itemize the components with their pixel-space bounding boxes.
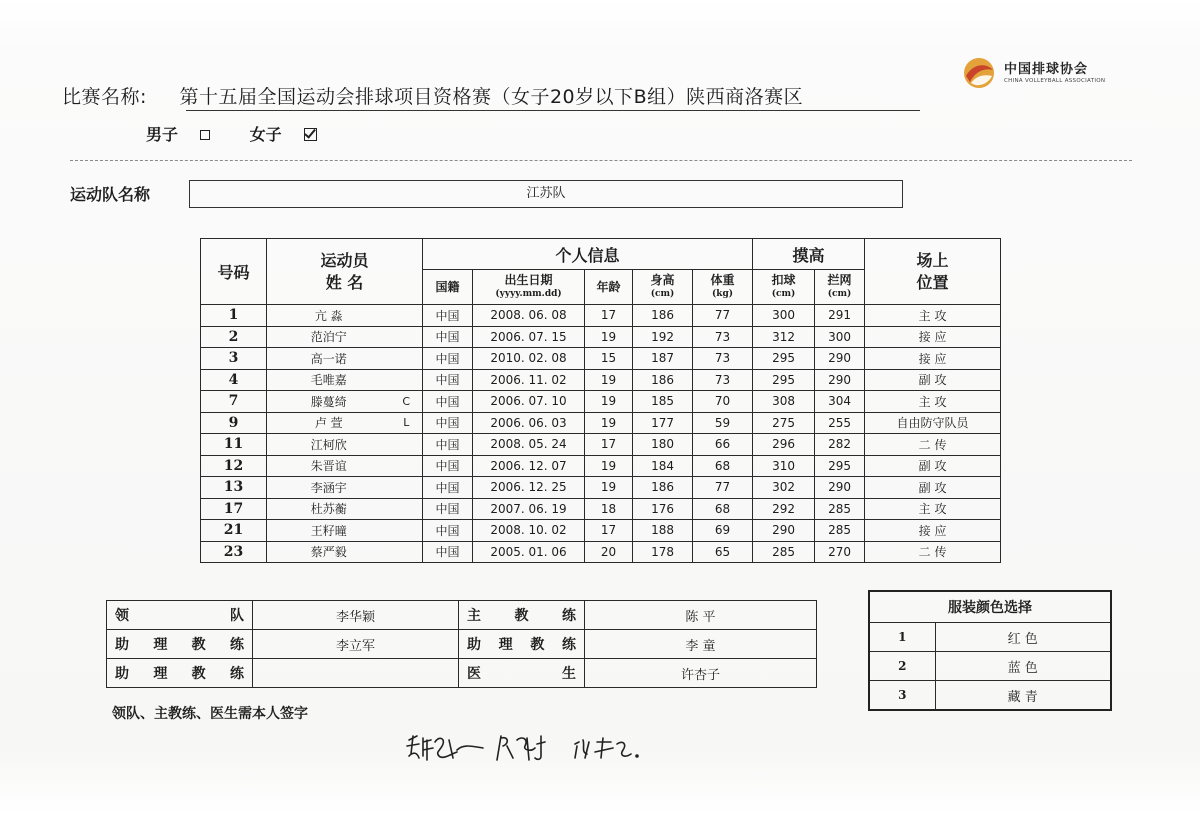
jersey-color-option[interactable] [869, 652, 1111, 681]
roster-row [201, 455, 1001, 477]
staff-row [107, 601, 817, 630]
cell-height: 176 [633, 498, 693, 520]
jersey-option-color: 蓝 色 [935, 652, 1111, 681]
label-char: 医 [467, 666, 481, 682]
position-header-line1: 场上 [916, 250, 949, 270]
block-unit-text: (cm) [827, 289, 852, 299]
cell-height: 188 [633, 520, 693, 542]
jersey-color-title: 服装颜色选择 [869, 591, 1111, 623]
cell-birth: 2006. 12. 07 [473, 455, 585, 477]
handwritten-signatures [405, 730, 705, 770]
staff-label-assistant-coach [107, 630, 253, 659]
cell-block: 300 [815, 326, 865, 348]
cell-spike: 295 [753, 369, 815, 391]
gender-female-label: 女子 [249, 125, 282, 144]
signature-head-coach [497, 736, 545, 760]
gender-male-label: 男子 [146, 125, 179, 144]
cell-spike: 292 [753, 498, 815, 520]
cell-weight: 70 [693, 391, 753, 413]
cell-role [391, 477, 423, 499]
cell-nationality: 中国 [423, 348, 473, 370]
cell-nationality: 中国 [423, 520, 473, 542]
athlete-header-line2: 姓 名 [325, 272, 364, 292]
cell-block: 290 [815, 369, 865, 391]
label-char: 理 [498, 637, 513, 653]
cell-spike: 295 [753, 348, 815, 370]
cell-weight: 73 [693, 348, 753, 370]
jersey-option-color: 红 色 [935, 623, 1111, 652]
match-title-line [62, 82, 803, 109]
cell-birth: 2010. 02. 08 [473, 348, 585, 370]
staff-label-assistant-coach-2 [459, 630, 585, 659]
cell-height: 180 [633, 434, 693, 456]
cell-name: 朱晋谊 [267, 455, 391, 477]
cell-birth: 2006. 07. 10 [473, 391, 585, 413]
roster-row [201, 326, 1001, 348]
cell-name: 滕蔓绮 [267, 391, 391, 413]
cell-nationality: 中国 [423, 305, 473, 327]
cell-name: 高一诺 [267, 348, 391, 370]
match-name-label: 比赛名称: [62, 86, 147, 108]
cell-position: 主 攻 [865, 498, 1001, 520]
cell-block: 285 [815, 520, 865, 542]
cell-nationality: 中国 [423, 498, 473, 520]
cell-weight: 77 [693, 305, 753, 327]
cell-nationality: 中国 [423, 326, 473, 348]
staff-value-assistant-coach-3[interactable] [253, 659, 459, 688]
cell-name: 江柯欣 [267, 434, 391, 456]
cell-weight: 69 [693, 520, 753, 542]
col-birth-header [473, 270, 585, 305]
cell-name: 毛唯嘉 [267, 369, 391, 391]
cell-block: 290 [815, 348, 865, 370]
cell-name: 亢 淼 [267, 305, 391, 327]
birth-format-text: (yyyy.mm.dd) [495, 289, 562, 299]
cell-position: 接 应 [865, 520, 1001, 542]
cell-block: 290 [815, 477, 865, 499]
match-name-value: 第十五届全国运动会排球项目资格赛（女子20岁以下B组）陕西商洛赛区 [179, 86, 804, 108]
staff-value-head-coach[interactable]: 陈 平 [585, 601, 817, 630]
col-height-header [633, 270, 693, 305]
cell-number: 3 [201, 348, 267, 370]
cell-spike: 302 [753, 477, 815, 499]
roster-row [201, 520, 1001, 542]
cell-age: 17 [585, 434, 633, 456]
logo-english-text: CHINA VOLLEYBALL ASSOCIATION [1004, 78, 1106, 84]
jersey-option-color: 藏 青 [935, 681, 1111, 711]
jersey-option-index: 1 [869, 623, 935, 652]
cell-role [391, 369, 423, 391]
cell-height: 187 [633, 348, 693, 370]
cell-birth: 2008. 10. 02 [473, 520, 585, 542]
roster-row [201, 391, 1001, 413]
staff-value-doctor[interactable]: 许杏子 [585, 659, 817, 688]
label-char: 练 [562, 608, 576, 624]
roster-row [201, 369, 1001, 391]
cell-nationality: 中国 [423, 477, 473, 499]
label-char: 理 [153, 637, 168, 653]
cell-birth: 2008. 05. 24 [473, 434, 585, 456]
roster-body [201, 305, 1001, 563]
height-unit-text: (cm) [650, 289, 675, 299]
cell-weight: 73 [693, 326, 753, 348]
cell-position: 主 攻 [865, 305, 1001, 327]
block-header-text: 拦网 [827, 273, 852, 287]
cva-logo [962, 56, 1122, 92]
staff-row [107, 630, 817, 659]
cell-age: 19 [585, 391, 633, 413]
cell-weight: 66 [693, 434, 753, 456]
section-divider [70, 160, 1132, 161]
roster-row [201, 477, 1001, 499]
cell-position: 接 应 [865, 348, 1001, 370]
cell-nationality: 中国 [423, 541, 473, 563]
cell-spike: 312 [753, 326, 815, 348]
cell-position: 自由防守队员 [865, 412, 1001, 434]
label-char: 领 [115, 608, 129, 624]
cell-spike: 296 [753, 434, 815, 456]
col-nationality-header: 国籍 [423, 270, 473, 305]
cell-role [391, 434, 423, 456]
label-char: 主 [467, 608, 481, 624]
cell-weight: 68 [693, 455, 753, 477]
roster-row [201, 305, 1001, 327]
cell-height: 177 [633, 412, 693, 434]
reach-header: 摸高 [753, 239, 865, 270]
cell-position: 接 应 [865, 326, 1001, 348]
gender-selection [146, 122, 351, 145]
staff-label-doctor [459, 659, 585, 688]
cell-age: 17 [585, 520, 633, 542]
cell-name: 杜苏蘅 [267, 498, 391, 520]
birth-header-text: 出生日期 [504, 273, 553, 287]
staff-label-team-leader [107, 601, 253, 630]
team-name-field[interactable]: 江苏队 [189, 180, 903, 208]
cell-height: 186 [633, 369, 693, 391]
label-char: 教 [191, 637, 206, 653]
cell-block: 270 [815, 541, 865, 563]
cell-number: 17 [201, 498, 267, 520]
volleyball-emblem-icon [962, 56, 996, 90]
cell-position: 主 攻 [865, 391, 1001, 413]
cell-age: 15 [585, 348, 633, 370]
cell-weight: 65 [693, 541, 753, 563]
cell-number: 4 [201, 369, 267, 391]
signature-doctor [575, 738, 638, 758]
cell-role [391, 326, 423, 348]
staff-value-assistant-coach-2[interactable]: 李 童 [585, 630, 817, 659]
staff-value-assistant-coach[interactable]: 李立军 [253, 630, 459, 659]
cell-role [391, 348, 423, 370]
roster-row [201, 348, 1001, 370]
cell-block: 291 [815, 305, 865, 327]
cell-age: 19 [585, 455, 633, 477]
cell-spike: 300 [753, 305, 815, 327]
label-char: 练 [229, 666, 244, 682]
cell-position: 二 传 [865, 541, 1001, 563]
cell-name: 蔡严毅 [267, 541, 391, 563]
cell-weight: 77 [693, 477, 753, 499]
height-header-text: 身高 [650, 273, 675, 287]
cell-nationality: 中国 [423, 391, 473, 413]
cell-number: 9 [201, 412, 267, 434]
jersey-color-option[interactable] [869, 623, 1111, 652]
label-char: 生 [562, 666, 576, 682]
label-char: 练 [561, 637, 576, 653]
jersey-option-index: 2 [869, 652, 935, 681]
cell-block: 295 [815, 455, 865, 477]
cell-height: 185 [633, 391, 693, 413]
personal-info-header: 个人信息 [423, 239, 753, 270]
cell-birth: 2007. 06. 19 [473, 498, 585, 520]
cell-nationality: 中国 [423, 455, 473, 477]
roster-header-row-1 [201, 239, 1001, 270]
col-block-header [815, 270, 865, 305]
label-char: 教 [514, 608, 529, 624]
team-name-label: 运动队名称 [70, 185, 151, 204]
cell-birth: 2006. 11. 02 [473, 369, 585, 391]
roster-row [201, 541, 1001, 563]
cell-height: 184 [633, 455, 693, 477]
cell-number: 13 [201, 477, 267, 499]
cell-nationality: 中国 [423, 369, 473, 391]
cell-nationality: 中国 [423, 412, 473, 434]
cell-position: 副 攻 [865, 455, 1001, 477]
female-checkbox-checked[interactable] [304, 128, 317, 141]
male-checkbox[interactable] [200, 130, 210, 140]
cell-height: 178 [633, 541, 693, 563]
cell-birth: 2006. 06. 03 [473, 412, 585, 434]
cell-position: 副 攻 [865, 369, 1001, 391]
weight-unit-text: (kg) [712, 289, 734, 299]
logo-chinese-text: 中国排球协会 [1004, 62, 1089, 77]
col-position-header [865, 239, 1001, 305]
cell-role: C [391, 391, 423, 413]
label-char: 助 [467, 637, 481, 653]
cell-role [391, 455, 423, 477]
cell-spike: 285 [753, 541, 815, 563]
staff-row [107, 659, 817, 688]
cell-age: 20 [585, 541, 633, 563]
cell-role [391, 498, 423, 520]
col-number-header: 号码 [201, 239, 267, 305]
col-athlete-header [267, 239, 423, 305]
cell-birth: 2008. 06. 08 [473, 305, 585, 327]
cell-position: 二 传 [865, 434, 1001, 456]
cell-weight: 73 [693, 369, 753, 391]
roster-row [201, 498, 1001, 520]
cell-spike: 290 [753, 520, 815, 542]
jersey-color-option[interactable] [869, 681, 1111, 711]
gender-male-option[interactable] [146, 122, 210, 145]
cell-age: 17 [585, 305, 633, 327]
cell-spike: 310 [753, 455, 815, 477]
cell-role [391, 520, 423, 542]
cell-birth: 2006. 12. 25 [473, 477, 585, 499]
roster-row [201, 412, 1001, 434]
cell-number: 12 [201, 455, 267, 477]
cell-spike: 308 [753, 391, 815, 413]
cell-height: 186 [633, 305, 693, 327]
athlete-header-line1: 运动员 [320, 250, 369, 270]
label-char: 助 [115, 637, 129, 653]
label-char: 队 [230, 608, 244, 624]
staff-value-team-leader[interactable]: 李华颖 [253, 601, 459, 630]
cell-weight: 68 [693, 498, 753, 520]
label-char: 练 [229, 637, 244, 653]
cell-number: 2 [201, 326, 267, 348]
cell-name: 卢 萱 [267, 412, 391, 434]
cell-weight: 59 [693, 412, 753, 434]
jersey-color-table [868, 590, 1112, 711]
weight-header-text: 体重 [710, 273, 735, 287]
cell-number: 1 [201, 305, 267, 327]
signature-note: 领队、主教练、医生需本人签字 [112, 706, 308, 722]
staff-label-head-coach [459, 601, 585, 630]
cell-birth: 2006. 07. 15 [473, 326, 585, 348]
cell-position: 副 攻 [865, 477, 1001, 499]
col-age-header: 年龄 [585, 270, 633, 305]
cell-number: 7 [201, 391, 267, 413]
cell-name: 范泊宁 [267, 326, 391, 348]
position-header-line2: 位置 [916, 272, 949, 292]
staff-label-assistant-coach-3 [107, 659, 253, 688]
match-name-underline [186, 110, 920, 111]
spike-header-text: 扣球 [771, 273, 796, 287]
cell-block: 304 [815, 391, 865, 413]
staff-table [106, 600, 817, 688]
cell-number: 21 [201, 520, 267, 542]
label-char: 教 [191, 666, 206, 682]
cell-role: L [391, 412, 423, 434]
cell-height: 192 [633, 326, 693, 348]
cell-block: 282 [815, 434, 865, 456]
gender-female-option[interactable] [250, 122, 317, 145]
cell-age: 19 [585, 412, 633, 434]
cell-number: 11 [201, 434, 267, 456]
label-char: 理 [153, 666, 168, 682]
cell-number: 23 [201, 541, 267, 563]
cell-spike: 275 [753, 412, 815, 434]
cell-height: 186 [633, 477, 693, 499]
col-weight-header [693, 270, 753, 305]
cell-nationality: 中国 [423, 434, 473, 456]
cell-role [391, 305, 423, 327]
cell-age: 19 [585, 369, 633, 391]
label-char: 助 [115, 666, 129, 682]
jersey-option-index: 3 [869, 681, 935, 711]
cell-name: 李涵宇 [267, 477, 391, 499]
cell-block: 255 [815, 412, 865, 434]
cell-birth: 2005. 01. 06 [473, 541, 585, 563]
cell-age: 19 [585, 326, 633, 348]
signature-team-leader [407, 736, 483, 760]
roster-table [200, 238, 1001, 563]
label-char: 教 [530, 637, 545, 653]
spike-unit-text: (cm) [771, 289, 796, 299]
cell-role [391, 541, 423, 563]
cell-name: 王籽曈 [267, 520, 391, 542]
cell-block: 285 [815, 498, 865, 520]
cell-age: 18 [585, 498, 633, 520]
roster-row [201, 434, 1001, 456]
col-spike-header [753, 270, 815, 305]
cell-age: 19 [585, 477, 633, 499]
